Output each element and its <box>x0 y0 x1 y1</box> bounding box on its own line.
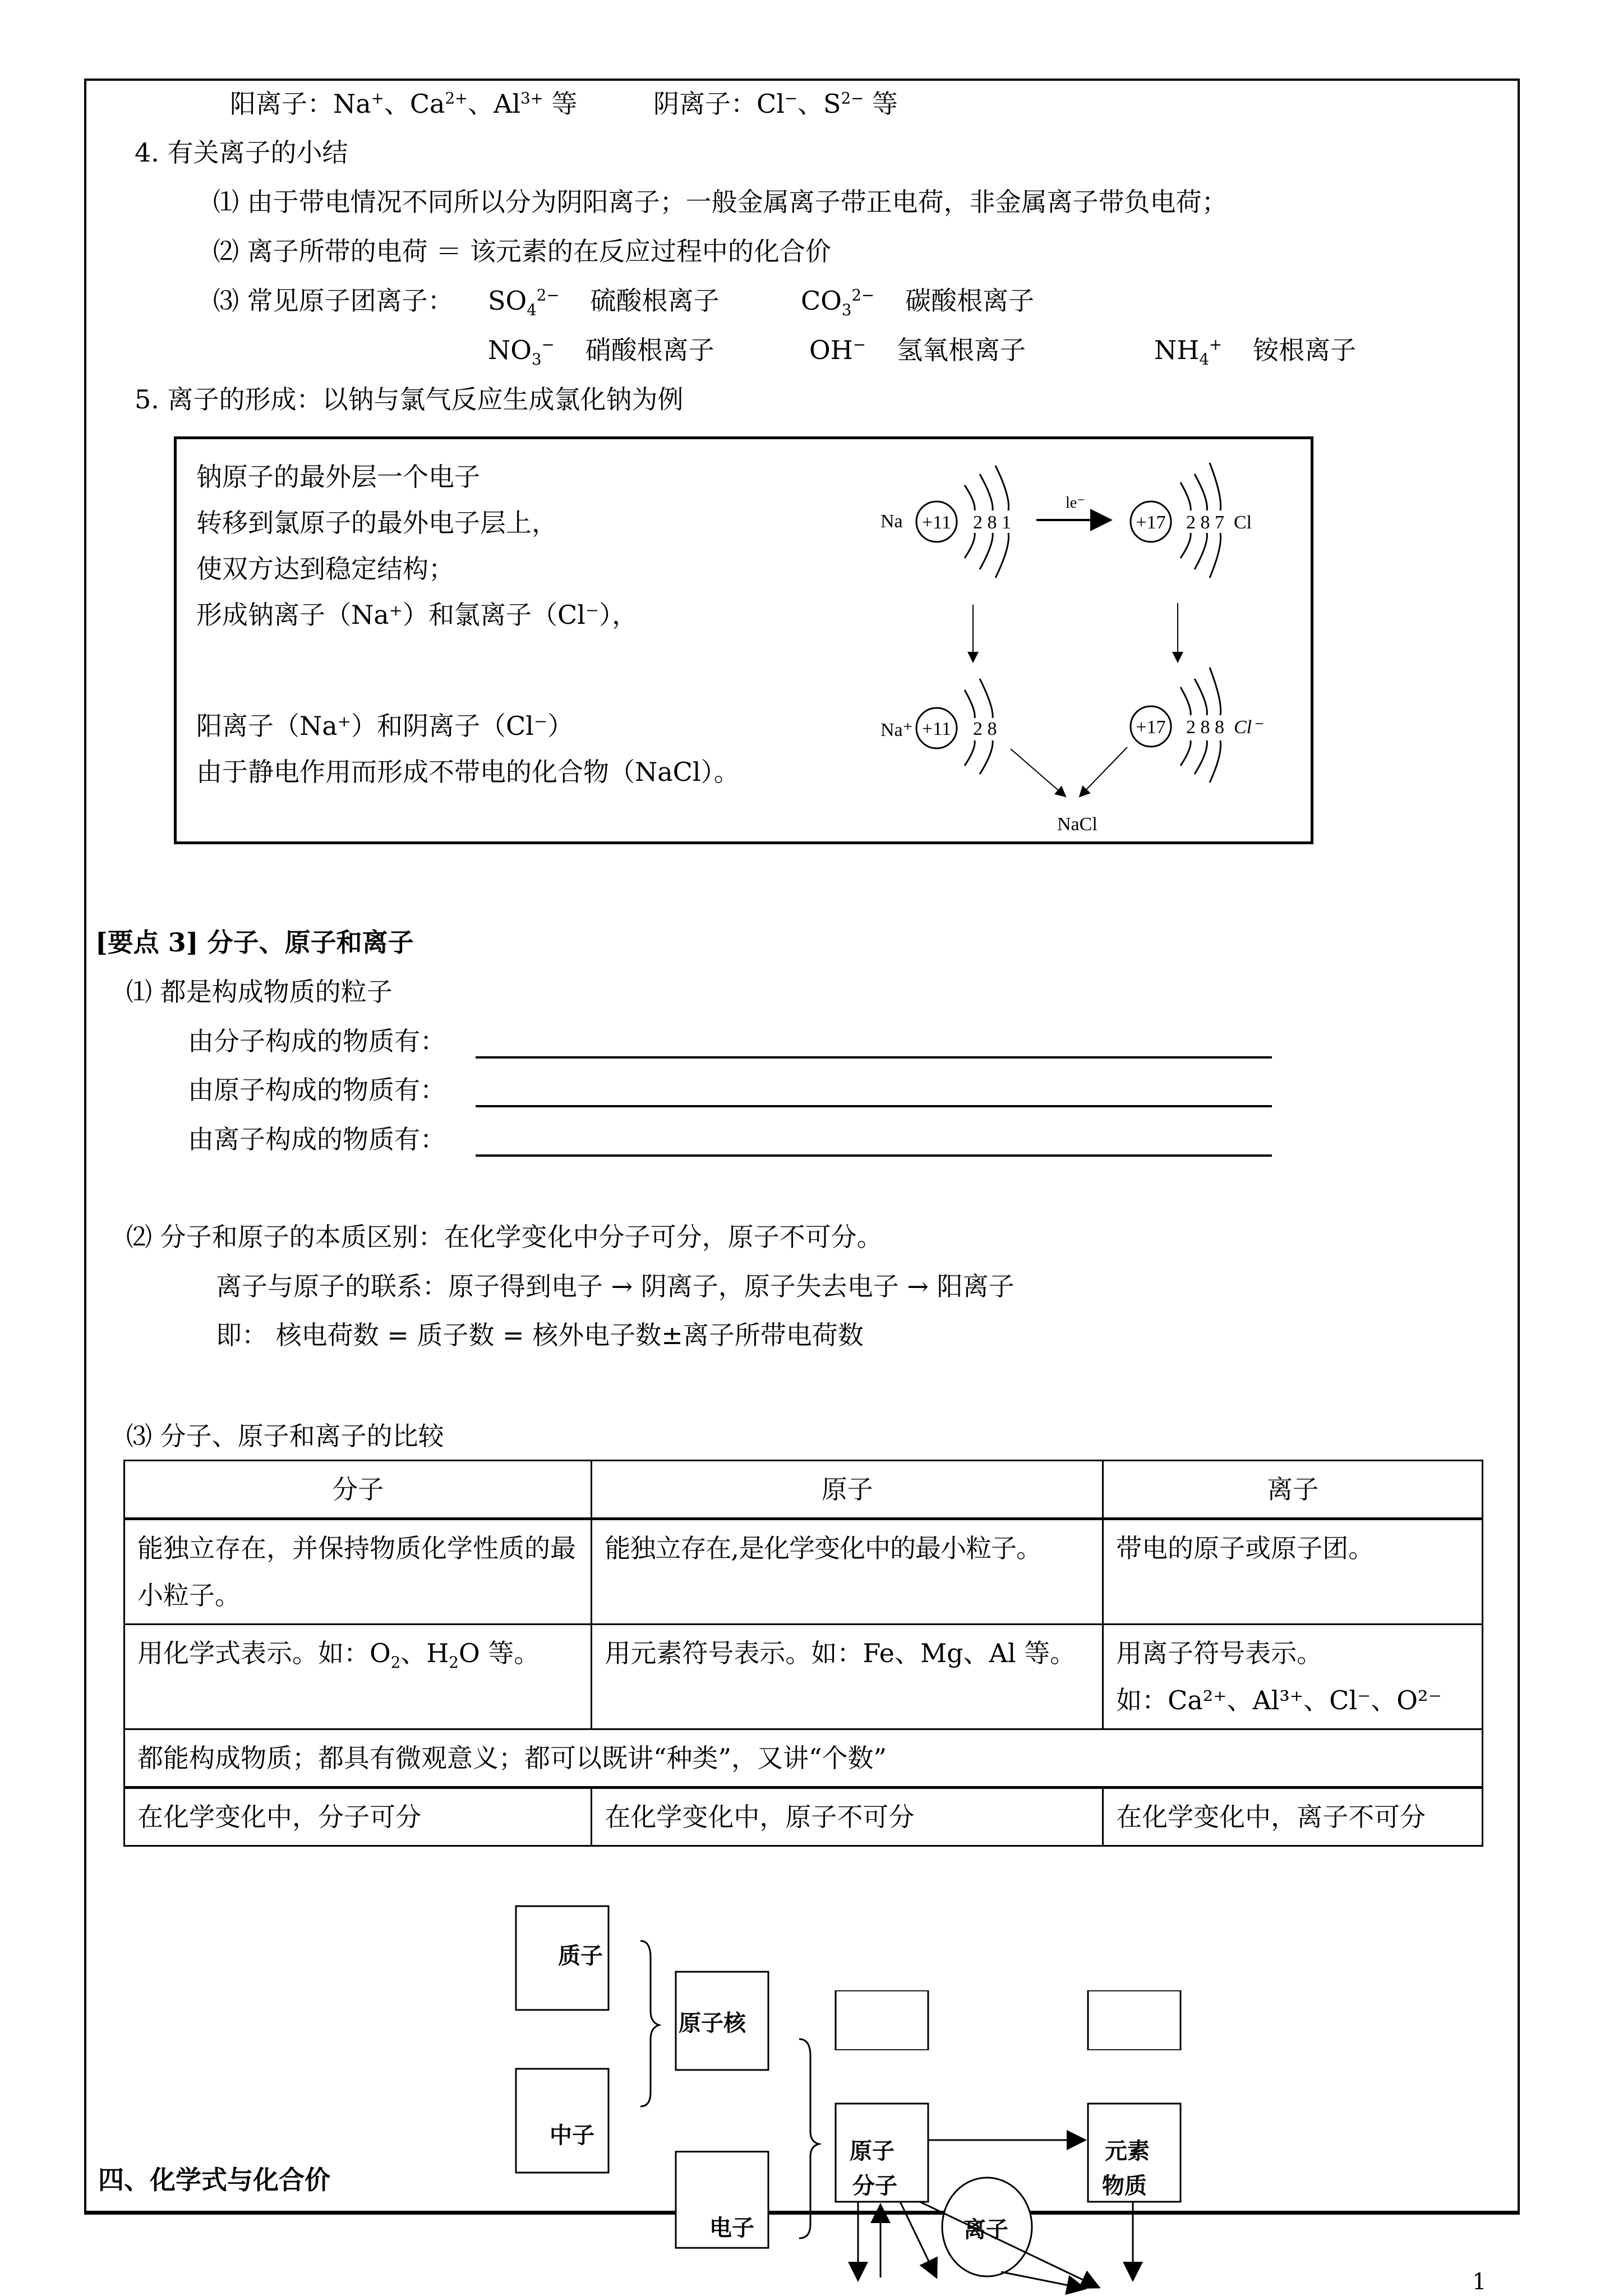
matter-box <box>1088 1991 1181 2050</box>
ion-symbol: Cl− <box>757 89 798 119</box>
cell: 都能构成物质；都具有微观意义；都可以既讲“种类”，又讲“个数” <box>125 1729 1483 1788</box>
nucleus-brace-icon <box>640 1941 659 2106</box>
group-ion-oh: OH− 氢氧根离子 <box>809 335 1026 365</box>
cell: 能独立存在，并保持物质化学性质的最小粒子。 <box>125 1519 592 1625</box>
cell: 带电的原子或原子团。 <box>1103 1519 1483 1625</box>
na-ion-nucleus-charge: +11 <box>922 719 951 739</box>
formation-line-2: 转移到氯原子的最外电子层上， <box>196 508 557 538</box>
group-ion-nh4: $NH_4^+$ 铵根离子 <box>1154 335 1357 369</box>
table-header-row <box>125 1461 1483 1519</box>
charge-equation: 即： 核电荷数 = 质子数 = 核外电子数±离子所带电荷数 <box>216 1320 864 1350</box>
formation-line-1: 钠原子的最外层一个电子 <box>196 462 480 492</box>
header-ion: 离子 <box>1103 1461 1483 1519</box>
atom-brace-icon <box>799 2039 819 2238</box>
nacl-product-label: NaCl <box>1057 814 1098 835</box>
molecule-box <box>836 1991 928 2050</box>
ion-label: 离子 <box>963 2217 1008 2243</box>
ion-atom-relation: 离子与原子的联系：原子得到电子 → 阴离子，原子失去电子 → 阳离子 <box>216 1271 1015 1301</box>
group-ion-name: 氢氧根离子 <box>896 335 1026 365</box>
header-molecule: 分子 <box>125 1461 592 1519</box>
formation-line-3: 使双方达到稳定结构； <box>196 554 454 584</box>
group-ion-co3: $CO_3^{2-}$ 碳酸根离子 <box>801 286 1035 320</box>
cell: 用化学式表示。如：$O_2$、$H_2O$ 等。 <box>125 1625 592 1729</box>
section-4-heading: 四、化学式与化合价 <box>98 2165 330 2195</box>
formation-line-4: 形成钠离子（Na⁺）和氯离子（Cl⁻）， <box>196 600 638 630</box>
cell: 用元素符号表示。如：Fe、Mg、Al 等。 <box>592 1625 1103 1729</box>
fill-molecule-label: 由分子构成的物质有： <box>188 1026 446 1056</box>
table-row <box>125 1729 1483 1788</box>
table-row <box>125 1788 1483 1846</box>
na-label: Na <box>880 511 903 532</box>
group-ion-name: 硫酸根离子 <box>590 286 720 316</box>
cl-ion-label: Cl⁻ <box>1234 717 1262 738</box>
summary-heading: 4. 有关离子的小结 <box>135 137 348 168</box>
electron-label: 电子 <box>709 2215 754 2241</box>
nucleus-label: 原子核 <box>679 2010 746 2036</box>
element-label: 元素 <box>1105 2138 1150 2164</box>
na-shell-numbers: 2 8 1 <box>973 512 1011 533</box>
na-ion-label: Na⁺ <box>880 720 913 740</box>
cl-shell-numbers: 2 8 7 <box>1186 512 1224 533</box>
anion-examples: 阴离子：Cl−、$S^{2-}$ 等 <box>653 89 898 119</box>
fill-molecule-blank[interactable] <box>476 1056 1272 1059</box>
group-ion-no3: $NO_3^-$ 硝酸根离子 <box>488 335 714 369</box>
comparison-table <box>123 1460 1483 1847</box>
molecule-label: 分子 <box>852 2173 897 2199</box>
na-ion-shell-numbers: 2 8 <box>973 719 997 739</box>
cell: 在化学变化中，离子不可分 <box>1103 1788 1483 1846</box>
cl-to-nacl-arrow <box>1080 747 1127 797</box>
na-to-nacl-arrow <box>1011 749 1066 797</box>
cation-examples: 阳离子：Na+、$Ca^{2+}$、$Al^{3+}$ 等 <box>230 89 578 119</box>
fill-atom-label: 由原子构成的物质有： <box>188 1075 446 1105</box>
cl-ion-shell-numbers: 2 8 8 <box>1186 717 1224 738</box>
cell: 用离子符号表示。 如：Ca²⁺、Al³⁺、Cl⁻、O²⁻ <box>1103 1625 1483 1729</box>
group-ion-name: 碳酸根离子 <box>905 286 1035 316</box>
summary-item-2: ⑵ 离子所带的电荷 ＝ 该元素的在反应过程中的化合价 <box>213 236 831 266</box>
particle-concept-map <box>494 1885 1200 2243</box>
ion-symbol: $S^{2-}$ <box>823 89 864 119</box>
atom-to-ion-arrow <box>900 2202 937 2277</box>
cell: 在化学变化中，分子可分 <box>125 1788 592 1846</box>
neutron-box <box>516 2069 608 2173</box>
ion-symbol: $Ca^{2+}$ <box>409 89 468 119</box>
ion-symbol: $Al^{3+}$ <box>494 89 543 119</box>
group-ion-name: 铵根离子 <box>1253 335 1357 365</box>
cl-label: Cl <box>1234 512 1252 533</box>
fill-ion-label: 由离子构成的物质有： <box>188 1124 446 1154</box>
cell: 在化学变化中，原子不可分 <box>592 1788 1103 1846</box>
point3-item-3: ⑶ 分子、原子和离子的比较 <box>126 1421 444 1451</box>
ion-symbol: Na+ <box>333 89 384 119</box>
fill-atom-blank[interactable] <box>476 1105 1272 1107</box>
fill-ion-blank[interactable] <box>476 1154 1272 1157</box>
formation-line-6: 由于静电作用而形成不带电的化合物（NaCl）。 <box>196 757 740 787</box>
electron-transfer-label: le⁻ <box>1066 494 1085 512</box>
neutron-label: 中子 <box>550 2123 594 2148</box>
na-nucleus-charge: +11 <box>922 512 951 533</box>
point3-item-1: ⑴ 都是构成物质的粒子 <box>126 977 393 1007</box>
header-atom: 原子 <box>592 1461 1103 1519</box>
table-row <box>125 1625 1483 1729</box>
atom-label: 原子 <box>850 2138 895 2164</box>
summary-item-3-label: ⑶ 常见原子团离子： <box>213 286 454 316</box>
page-number: 1 <box>1472 2269 1487 2295</box>
group-ion-so4: $SO_4^{2-}$ 硫酸根离子 <box>488 286 720 320</box>
formation-heading: 5. 离子的形成：以钠与氯气反应生成氯化钠为例 <box>135 384 684 415</box>
proton-label: 质子 <box>558 1943 603 1969</box>
point3-item-2: ⑵ 分子和原子的本质区别：在化学变化中分子可分，原子不可分。 <box>126 1222 883 1252</box>
nacl-formation-diagram <box>864 438 1301 841</box>
cl-nucleus-charge: +17 <box>1136 512 1166 533</box>
cell: 能独立存在,是化学变化中的最小粒子。 <box>592 1519 1103 1625</box>
group-ion-name: 硝酸根离子 <box>585 335 714 365</box>
table-row <box>125 1519 1483 1625</box>
cl-ion-nucleus-charge: +17 <box>1136 717 1166 738</box>
formation-line-5: 阳离子（Na⁺）和阴离子（Cl⁻） <box>196 711 574 741</box>
summary-item-1: ⑴ 由于带电情况不同所以分为阴阳离子；一般金属离子带正电荷，非金属离子带负电荷； <box>213 187 1228 217</box>
matter-label: 物质 <box>1102 2173 1147 2199</box>
point3-heading: [要点 3] 分子、原子和离子 <box>95 927 414 958</box>
